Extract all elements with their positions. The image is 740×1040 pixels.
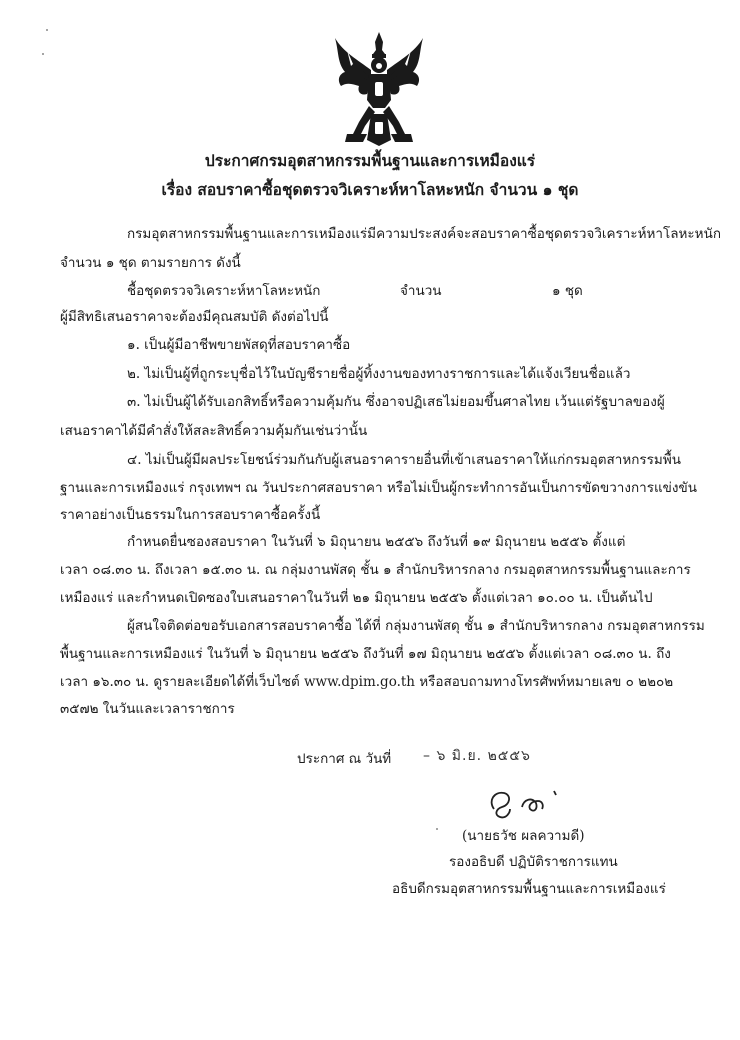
handwritten-date: – ๖ มิ.ย. ๒๕๕๖ xyxy=(423,748,531,764)
signature-mark xyxy=(480,779,570,821)
item-qty: ๑ ชุด xyxy=(552,283,583,299)
documents-line-3: เวลา ๑๖.๓๐ น. ดูรายละเอียดได้ที่เว็บไซต์ www.dpim.go.th หรือสอบถามทางโทรศัพท์หมายเลข ๐ ๒๒๐๒ xyxy=(60,674,674,690)
submission-line-2: เวลา ๐๘.๓๐ น. ถึงเวลา ๑๕.๓๐ น. ณ กลุ่มงานพัสดุ ชั้น ๑ สำนักบริหารกลาง กรมอุตสาหกรรมพื้นฐานและการ xyxy=(60,562,691,578)
signer-position: รองอธิบดี ปฏิบัติราชการแทน xyxy=(449,854,618,870)
signer-name: (นายธวัช ผลความดี) xyxy=(462,828,585,844)
intro-line-1: กรมอุตสาหกรรมพื้นฐานและการเหมืองแร่มีความประสงค์จะสอบราคาซื้อชุดตรวจวิเคราะห์หาโลหะหนัก xyxy=(127,226,721,242)
paper-speck xyxy=(436,828,438,830)
paper-speck xyxy=(42,53,44,55)
qualification-4-line-2: ฐานและการเหมืองแร่ กรุงเทพฯ ณ วันประกาศสอบราคา หรือไม่เป็นผู้กระทำการอันเป็นการขัดขวางการแข่งขัน xyxy=(60,480,697,496)
documents-line-1: ผู้สนใจติดต่อขอรับเอกสารสอบราคาซื้อ ได้ที่ กลุ่มงานพัสดุ ชั้น ๑ สำนักบริหารกลาง กรมอุตสาหกรรม xyxy=(127,618,705,634)
announcement-subject: เรื่อง สอบราคาซื้อชุดตรวจวิเคราะห์หาโลหะหนัก จำนวน ๑ ชุด xyxy=(161,180,579,199)
qualification-3-line-1: ๓. ไม่เป็นผู้ได้รับเอกสิทธิ์หรือความคุ้มกัน ซึ่งอาจปฏิเสธไม่ยอมขึ้นศาลไทย เว้นแต่รัฐบาลของผู้ xyxy=(127,394,665,410)
intro-line-2: จำนวน ๑ ชุด ตามรายการ ดังนี้ xyxy=(60,255,241,271)
qualification-1: ๑. เป็นผู้มีอาชีพขายพัสดุที่สอบราคาซื้อ xyxy=(127,337,351,353)
paper-speck xyxy=(46,29,48,31)
qualification-heading: ผู้มีสิทธิเสนอราคาจะต้องมีคุณสมบัติ ดังต่อไปนี้ xyxy=(60,309,329,325)
garuda-emblem-icon xyxy=(333,30,425,148)
item-name: ชื้อชุดตรวจวิเคราะห์หาโลหะหนัก xyxy=(127,283,321,299)
qualification-2: ๒. ไม่เป็นผู้ที่ถูกระบุชื่อไว้ในบัญชีรายชื่อผู้ทิ้งงานของทางราชการและได้แจ้งเวียนชื่อแล้ว xyxy=(127,366,631,382)
qualification-4-line-1: ๔. ไม่เป็นผู้มีผลประโยชน์ร่วมกันกับผู้เสนอราคารายอื่นที่เข้าเสนอราคาให้แก่กรมอุตสาหกรรมพื้น xyxy=(127,452,681,468)
submission-line-3: เหมืองแร่ และกำหนดเปิดซองใบเสนอราคาในวันที่ ๒๑ มิถุนายน ๒๕๕๖ ตั้งแต่เวลา ๑๐.๐๐ น. เป็นต้นไป xyxy=(60,590,653,606)
qualification-4-line-3: ราคาอย่างเป็นธรรมในการสอบราคาซื้อครั้งนี้ xyxy=(60,507,321,523)
signer-office: อธิบดีกรมอุตสาหกรรมพื้นฐานและการเหมืองแร่ xyxy=(392,881,666,897)
documents-line-2: พื้นฐานและการเหมืองแร่ ในวันที่ ๖ มิถุนายน ๒๕๕๖ ถึงวันที่ ๑๗ มิถุนายน ๒๕๕๖ ตั้งแต่เวลา ๐๘.๓๐ น. ถึง xyxy=(60,646,671,662)
qualification-3-line-2: เสนอราคาได้มีคำสั่งให้สละสิทธิ์ความคุ้มกันเช่นว่านั้น xyxy=(60,423,368,439)
announce-date-label: ประกาศ ณ วันที่ xyxy=(297,751,392,767)
item-qty-label: จำนวน xyxy=(400,283,442,299)
announcement-title: ประกาศกรมอุตสาหกรรมพื้นฐานและการเหมืองแร่ xyxy=(204,151,536,170)
submission-line-1: กำหนดยื่นซองสอบราคา ในวันที่ ๖ มิถุนายน ๒๕๕๖ ถึงวันที่ ๑๙ มิถุนายน ๒๕๕๖ ตั้งแต่ xyxy=(127,534,626,550)
documents-line-4: ๓๕๗๒ ในวันและเวลาราชการ xyxy=(60,701,235,717)
